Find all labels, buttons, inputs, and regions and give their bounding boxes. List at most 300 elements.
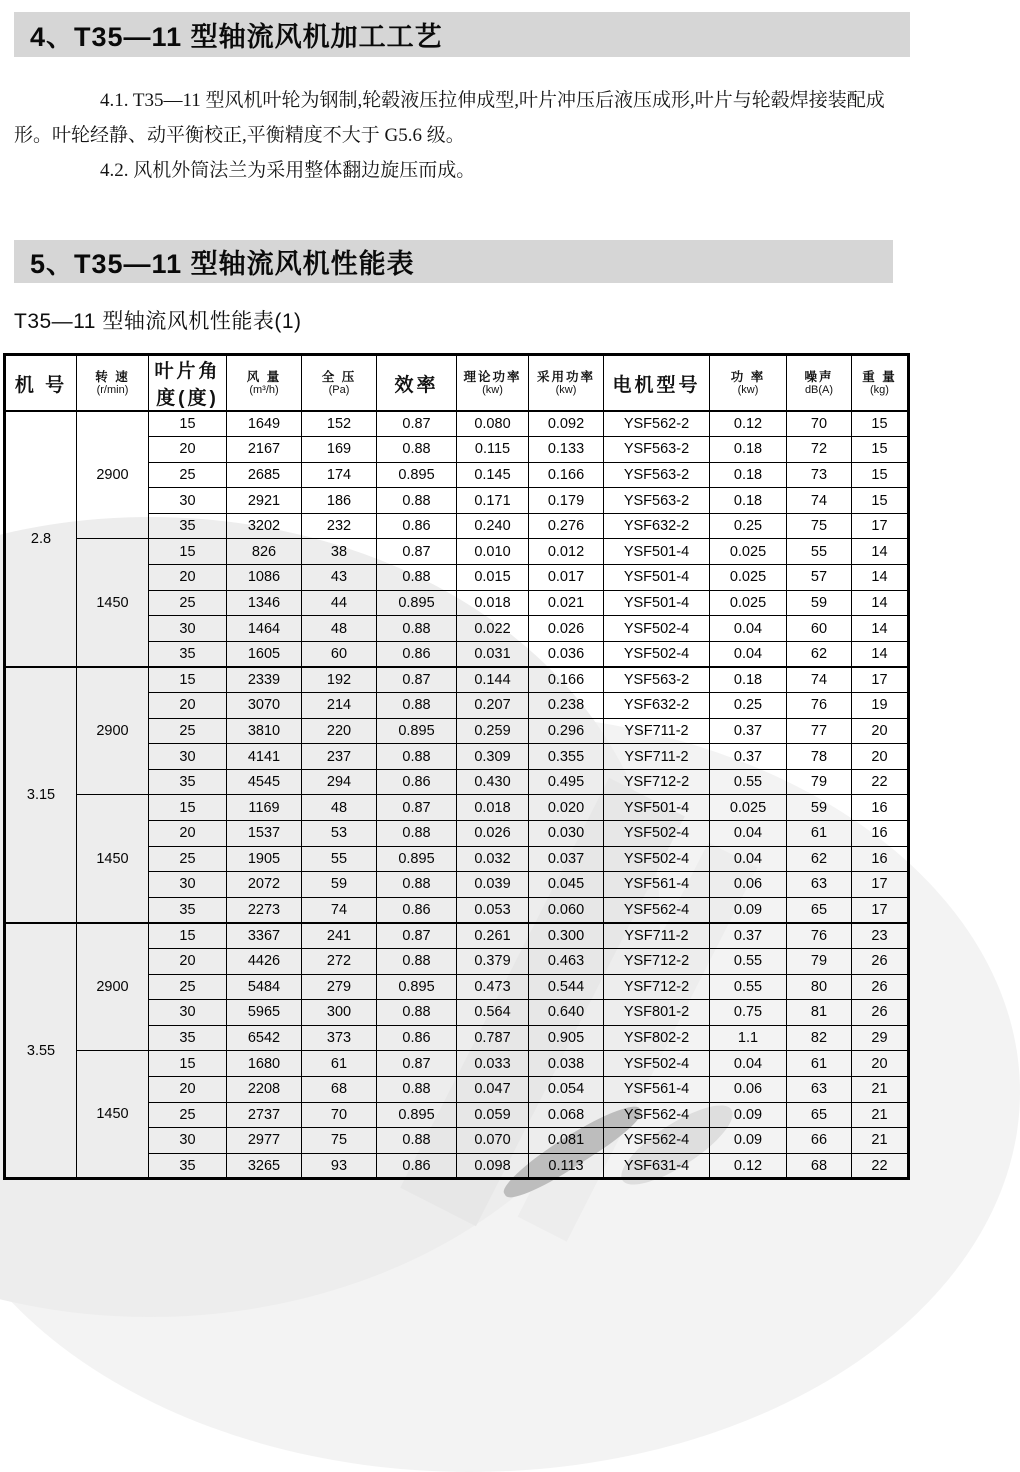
table-row — [5, 795, 909, 821]
data-cell: 0.88 — [377, 1076, 457, 1102]
data-cell: YSF561-4 — [604, 1076, 710, 1102]
data-cell: 2339 — [227, 667, 302, 693]
data-cell: 0.039 — [457, 872, 529, 898]
paragraph-4-2: 4.2. 风机外筒法兰为采用整体翻边旋压而成。 — [100, 160, 476, 181]
data-cell: 0.047 — [457, 1076, 529, 1102]
data-cell: 35 — [149, 897, 227, 923]
data-cell: 65 — [787, 1102, 852, 1128]
data-cell: 75 — [787, 513, 852, 539]
data-cell: 21 — [852, 1102, 909, 1128]
data-cell: 0.905 — [529, 1025, 604, 1051]
data-cell: 0.045 — [529, 872, 604, 898]
data-cell: 17 — [852, 897, 909, 923]
data-cell: 0.463 — [529, 948, 604, 974]
data-cell: 0.25 — [710, 693, 787, 719]
data-cell: 59 — [787, 590, 852, 616]
data-cell: 20 — [149, 437, 227, 463]
data-cell: 35 — [149, 769, 227, 795]
data-cell: 0.06 — [710, 872, 787, 898]
data-cell: 4141 — [227, 744, 302, 770]
data-cell: 0.88 — [377, 821, 457, 847]
data-cell: YSF501-4 — [604, 565, 710, 591]
data-cell: YSF562-2 — [604, 411, 710, 437]
data-cell: 16 — [852, 821, 909, 847]
data-cell: YSF711-2 — [604, 718, 710, 744]
data-cell: 3202 — [227, 513, 302, 539]
section-4-body — [14, 83, 908, 188]
data-cell: 0.895 — [377, 590, 457, 616]
data-cell: 76 — [787, 693, 852, 719]
data-cell: 0.88 — [377, 437, 457, 463]
data-cell: 0.092 — [529, 411, 604, 437]
column-header: 风 量 (m³/h) — [227, 355, 302, 412]
data-cell: 62 — [787, 641, 852, 667]
data-cell: 0.895 — [377, 974, 457, 1000]
data-cell: 38 — [302, 539, 377, 565]
data-cell: 0.036 — [529, 641, 604, 667]
data-cell: YSF712-2 — [604, 974, 710, 1000]
data-cell: 30 — [149, 1000, 227, 1026]
data-cell: 0.309 — [457, 744, 529, 770]
data-cell: 14 — [852, 641, 909, 667]
data-cell: 15 — [852, 488, 909, 514]
data-cell: 0.025 — [710, 590, 787, 616]
data-cell: 35 — [149, 1025, 227, 1051]
data-cell: 0.06 — [710, 1076, 787, 1102]
data-cell: 4545 — [227, 769, 302, 795]
table-row — [5, 1051, 909, 1077]
data-cell: 15 — [149, 923, 227, 949]
data-cell: 232 — [302, 513, 377, 539]
data-cell: 21 — [852, 1076, 909, 1102]
data-cell: 1680 — [227, 1051, 302, 1077]
data-cell: 15 — [852, 462, 909, 488]
table-row — [5, 411, 909, 437]
data-cell: 25 — [149, 1102, 227, 1128]
data-cell: 0.113 — [529, 1153, 604, 1179]
data-cell: 63 — [787, 1076, 852, 1102]
data-cell: 0.18 — [710, 462, 787, 488]
data-cell: 14 — [852, 539, 909, 565]
column-header: 重 量 (kg) — [852, 355, 909, 412]
data-cell: 5484 — [227, 974, 302, 1000]
data-cell: 16 — [852, 795, 909, 821]
data-cell: 1346 — [227, 590, 302, 616]
data-cell: 0.026 — [457, 821, 529, 847]
data-cell: 26 — [852, 948, 909, 974]
data-cell: 0.038 — [529, 1051, 604, 1077]
data-cell: 15 — [149, 795, 227, 821]
data-cell: 0.88 — [377, 1128, 457, 1154]
column-header: 效率 — [377, 355, 457, 412]
rpm-cell: 2900 — [77, 923, 149, 1051]
data-cell: 0.18 — [710, 667, 787, 693]
data-cell: 214 — [302, 693, 377, 719]
data-cell: 0.87 — [377, 667, 457, 693]
data-cell: 3367 — [227, 923, 302, 949]
data-cell: 0.787 — [457, 1025, 529, 1051]
data-cell: 29 — [852, 1025, 909, 1051]
data-cell: 60 — [787, 616, 852, 642]
column-header: 理论功率 (kw) — [457, 355, 529, 412]
data-cell: 30 — [149, 744, 227, 770]
data-cell: 0.300 — [529, 923, 604, 949]
data-cell: 15 — [149, 411, 227, 437]
data-cell: YSF561-4 — [604, 872, 710, 898]
data-cell: 15 — [852, 411, 909, 437]
data-cell: 0.473 — [457, 974, 529, 1000]
data-cell: 0.166 — [529, 667, 604, 693]
data-cell: 0.25 — [710, 513, 787, 539]
data-cell: 0.87 — [377, 1051, 457, 1077]
data-cell: 53 — [302, 821, 377, 847]
data-cell: 0.88 — [377, 744, 457, 770]
data-cell: 0.240 — [457, 513, 529, 539]
data-cell: YSF632-2 — [604, 513, 710, 539]
data-cell: 0.081 — [529, 1128, 604, 1154]
data-cell: 17 — [852, 872, 909, 898]
data-cell: 0.895 — [377, 1102, 457, 1128]
column-header: 叶片角度(度) — [149, 355, 227, 412]
data-cell: YSF563-2 — [604, 462, 710, 488]
paragraph-4-1: 4.1. T35—11 型风机叶轮为钢制,轮毂液压拉伸成型,叶片冲压后液压成形,叶片与轮毂焊接装配成形。叶轮经静、动平衡校正,平衡精度不大于 G5.6 级。 — [14, 90, 885, 146]
data-cell: YSF502-4 — [604, 821, 710, 847]
data-cell: 0.04 — [710, 1051, 787, 1077]
data-cell: YSF711-2 — [604, 923, 710, 949]
data-cell: 0.895 — [377, 846, 457, 872]
data-cell: YSF711-2 — [604, 744, 710, 770]
data-cell: 61 — [787, 1051, 852, 1077]
data-cell: 373 — [302, 1025, 377, 1051]
data-cell: 14 — [852, 590, 909, 616]
data-cell: 0.015 — [457, 565, 529, 591]
data-cell: 19 — [852, 693, 909, 719]
data-cell: 68 — [787, 1153, 852, 1179]
data-cell: 59 — [302, 872, 377, 898]
data-cell: 0.09 — [710, 1102, 787, 1128]
data-cell: 0.87 — [377, 795, 457, 821]
data-cell: 0.068 — [529, 1102, 604, 1128]
data-cell: YSF502-4 — [604, 641, 710, 667]
data-cell: 15 — [149, 539, 227, 565]
data-cell: 0.04 — [710, 641, 787, 667]
table-row — [5, 667, 909, 693]
data-cell: 0.88 — [377, 693, 457, 719]
data-cell: 30 — [149, 616, 227, 642]
data-cell: 0.060 — [529, 897, 604, 923]
data-cell: 0.355 — [529, 744, 604, 770]
data-cell: 0.18 — [710, 437, 787, 463]
data-cell: 0.87 — [377, 923, 457, 949]
data-cell: 15 — [149, 667, 227, 693]
table-row — [5, 539, 909, 565]
data-cell: 0.379 — [457, 948, 529, 974]
data-cell: YSF502-4 — [604, 1051, 710, 1077]
data-cell: 0.025 — [710, 565, 787, 591]
data-cell: 0.012 — [529, 539, 604, 565]
data-cell: 0.021 — [529, 590, 604, 616]
data-cell: 26 — [852, 1000, 909, 1026]
table-header — [5, 355, 909, 412]
data-cell: 1464 — [227, 616, 302, 642]
data-cell: 0.88 — [377, 616, 457, 642]
data-cell: 23 — [852, 923, 909, 949]
data-cell: 0.032 — [457, 846, 529, 872]
data-cell: 26 — [852, 974, 909, 1000]
data-cell: 0.025 — [710, 795, 787, 821]
data-cell: 35 — [149, 1153, 227, 1179]
data-cell: 0.04 — [710, 846, 787, 872]
data-cell: 0.37 — [710, 744, 787, 770]
data-cell: 0.88 — [377, 488, 457, 514]
data-cell: 0.276 — [529, 513, 604, 539]
data-cell: 79 — [787, 769, 852, 795]
data-cell: 0.86 — [377, 897, 457, 923]
column-header: 采用功率 (kw) — [529, 355, 604, 412]
data-cell: 0.895 — [377, 462, 457, 488]
data-cell: 6542 — [227, 1025, 302, 1051]
data-cell: 20 — [852, 718, 909, 744]
table-body — [5, 411, 909, 1179]
data-cell: 1537 — [227, 821, 302, 847]
data-cell: 30 — [149, 1128, 227, 1154]
data-cell: 55 — [302, 846, 377, 872]
data-cell: 17 — [852, 513, 909, 539]
data-cell: 0.04 — [710, 821, 787, 847]
data-cell: 0.017 — [529, 565, 604, 591]
rpm-cell: 1450 — [77, 539, 149, 667]
data-cell: 74 — [787, 488, 852, 514]
data-cell: 0.18 — [710, 488, 787, 514]
data-cell: 0.166 — [529, 462, 604, 488]
data-cell: 20 — [149, 565, 227, 591]
data-cell: 0.259 — [457, 718, 529, 744]
data-cell: 2921 — [227, 488, 302, 514]
data-cell: 48 — [302, 795, 377, 821]
data-cell: YSF562-4 — [604, 1128, 710, 1154]
data-cell: 65 — [787, 897, 852, 923]
data-cell: 30 — [149, 488, 227, 514]
data-cell: 25 — [149, 974, 227, 1000]
data-cell: 63 — [787, 872, 852, 898]
data-cell: 25 — [149, 462, 227, 488]
column-header: 功 率 (kw) — [710, 355, 787, 412]
data-cell: 0.430 — [457, 769, 529, 795]
data-cell: 0.054 — [529, 1076, 604, 1102]
data-cell: 0.018 — [457, 795, 529, 821]
data-cell: 174 — [302, 462, 377, 488]
header-row — [5, 355, 909, 412]
data-cell: 3070 — [227, 693, 302, 719]
data-cell: 82 — [787, 1025, 852, 1051]
document-page — [0, 12, 910, 1175]
data-cell: 2072 — [227, 872, 302, 898]
data-cell: 70 — [787, 411, 852, 437]
data-cell: 279 — [302, 974, 377, 1000]
column-header: 电机型号 — [604, 355, 710, 412]
data-cell: 60 — [302, 641, 377, 667]
data-cell: 0.025 — [710, 539, 787, 565]
data-cell: 0.86 — [377, 513, 457, 539]
data-cell: 68 — [302, 1076, 377, 1102]
data-cell: 5965 — [227, 1000, 302, 1026]
data-cell: 76 — [787, 923, 852, 949]
data-cell: YSF631-4 — [604, 1153, 710, 1179]
model-cell: 2.8 — [5, 411, 77, 667]
data-cell: 0.88 — [377, 948, 457, 974]
data-cell: 0.059 — [457, 1102, 529, 1128]
data-cell: 22 — [852, 1153, 909, 1179]
data-cell: 0.09 — [710, 1128, 787, 1154]
data-cell: 2167 — [227, 437, 302, 463]
data-cell: 152 — [302, 411, 377, 437]
data-cell: 1605 — [227, 641, 302, 667]
data-cell: 2208 — [227, 1076, 302, 1102]
data-cell: 3810 — [227, 718, 302, 744]
data-cell: 21 — [852, 1128, 909, 1154]
data-cell: YSF563-2 — [604, 667, 710, 693]
data-cell: 0.080 — [457, 411, 529, 437]
data-cell: 192 — [302, 667, 377, 693]
data-cell: 0.87 — [377, 539, 457, 565]
model-cell: 3.15 — [5, 667, 77, 923]
data-cell: 62 — [787, 846, 852, 872]
data-cell: 43 — [302, 565, 377, 591]
column-header: 噪声 dB(A) — [787, 355, 852, 412]
data-cell: 25 — [149, 718, 227, 744]
data-cell: 0.55 — [710, 769, 787, 795]
data-cell: 0.544 — [529, 974, 604, 1000]
performance-table — [3, 353, 910, 1180]
data-cell: 0.179 — [529, 488, 604, 514]
data-cell: 74 — [787, 667, 852, 693]
data-cell: 70 — [302, 1102, 377, 1128]
data-cell: 73 — [787, 462, 852, 488]
data-cell: 0.88 — [377, 565, 457, 591]
data-cell: YSF802-2 — [604, 1025, 710, 1051]
data-cell: 0.37 — [710, 718, 787, 744]
data-cell: 81 — [787, 1000, 852, 1026]
data-cell: 0.296 — [529, 718, 604, 744]
data-cell: 1.1 — [710, 1025, 787, 1051]
section-5-heading: 5、T35—11 型轴流风机性能表 — [14, 240, 893, 283]
data-cell: 0.88 — [377, 872, 457, 898]
data-cell: 0.031 — [457, 641, 529, 667]
rpm-cell: 1450 — [77, 795, 149, 923]
data-cell: 237 — [302, 744, 377, 770]
data-cell: 66 — [787, 1128, 852, 1154]
data-cell: 0.144 — [457, 667, 529, 693]
data-cell: 0.033 — [457, 1051, 529, 1077]
data-cell: 0.640 — [529, 1000, 604, 1026]
data-cell: 0.09 — [710, 897, 787, 923]
data-cell: YSF501-4 — [604, 539, 710, 565]
data-cell: 0.86 — [377, 769, 457, 795]
data-cell: YSF712-2 — [604, 948, 710, 974]
data-cell: 0.207 — [457, 693, 529, 719]
data-cell: 0.75 — [710, 1000, 787, 1026]
data-cell: 0.053 — [457, 897, 529, 923]
data-cell: YSF502-4 — [604, 616, 710, 642]
data-cell: 3265 — [227, 1153, 302, 1179]
data-cell: 272 — [302, 948, 377, 974]
data-cell: 2273 — [227, 897, 302, 923]
data-cell: 22 — [852, 769, 909, 795]
data-cell: 1905 — [227, 846, 302, 872]
data-cell: 0.010 — [457, 539, 529, 565]
data-cell: 0.88 — [377, 1000, 457, 1026]
data-cell: 0.030 — [529, 821, 604, 847]
data-cell: 0.495 — [529, 769, 604, 795]
data-cell: 80 — [787, 974, 852, 1000]
data-cell: YSF562-4 — [604, 1102, 710, 1128]
column-header: 全 压 (Pa) — [302, 355, 377, 412]
data-cell: 0.133 — [529, 437, 604, 463]
data-cell: 15 — [149, 1051, 227, 1077]
data-cell: YSF563-2 — [604, 437, 710, 463]
data-cell: 77 — [787, 718, 852, 744]
data-cell: 0.022 — [457, 616, 529, 642]
data-cell: 20 — [149, 1076, 227, 1102]
data-cell: 2685 — [227, 462, 302, 488]
data-cell: YSF563-2 — [604, 488, 710, 514]
data-cell: 0.86 — [377, 1025, 457, 1051]
data-cell: 2737 — [227, 1102, 302, 1128]
data-cell: 0.261 — [457, 923, 529, 949]
data-cell: 0.115 — [457, 437, 529, 463]
data-cell: 0.86 — [377, 1153, 457, 1179]
data-cell: 2977 — [227, 1128, 302, 1154]
data-cell: YSF501-4 — [604, 590, 710, 616]
data-cell: 14 — [852, 616, 909, 642]
data-cell: 78 — [787, 744, 852, 770]
data-cell: 0.037 — [529, 846, 604, 872]
data-cell: 1086 — [227, 565, 302, 591]
data-cell: 0.87 — [377, 411, 457, 437]
data-cell: 16 — [852, 846, 909, 872]
data-cell: 0.145 — [457, 462, 529, 488]
column-header: 转 速 (r/min) — [77, 355, 149, 412]
data-cell: 0.04 — [710, 616, 787, 642]
data-cell: 0.55 — [710, 948, 787, 974]
data-cell: 20 — [149, 948, 227, 974]
data-cell: YSF712-2 — [604, 769, 710, 795]
data-cell: 20 — [852, 744, 909, 770]
data-cell: 4426 — [227, 948, 302, 974]
rpm-cell: 2900 — [77, 411, 149, 539]
data-cell: 0.018 — [457, 590, 529, 616]
data-cell: 59 — [787, 795, 852, 821]
data-cell: 186 — [302, 488, 377, 514]
section-4-heading: 4、T35—11 型轴流风机加工工艺 — [14, 12, 910, 57]
data-cell: 0.564 — [457, 1000, 529, 1026]
data-cell: 294 — [302, 769, 377, 795]
data-cell: 61 — [302, 1051, 377, 1077]
data-cell: 44 — [302, 590, 377, 616]
data-cell: 74 — [302, 897, 377, 923]
data-cell: 241 — [302, 923, 377, 949]
data-cell: 169 — [302, 437, 377, 463]
data-cell: 35 — [149, 641, 227, 667]
data-cell: 0.37 — [710, 923, 787, 949]
data-cell: 220 — [302, 718, 377, 744]
data-cell: 0.020 — [529, 795, 604, 821]
data-cell: 0.86 — [377, 641, 457, 667]
data-cell: 35 — [149, 513, 227, 539]
data-cell: 1649 — [227, 411, 302, 437]
data-cell: 20 — [149, 821, 227, 847]
data-cell: YSF801-2 — [604, 1000, 710, 1026]
